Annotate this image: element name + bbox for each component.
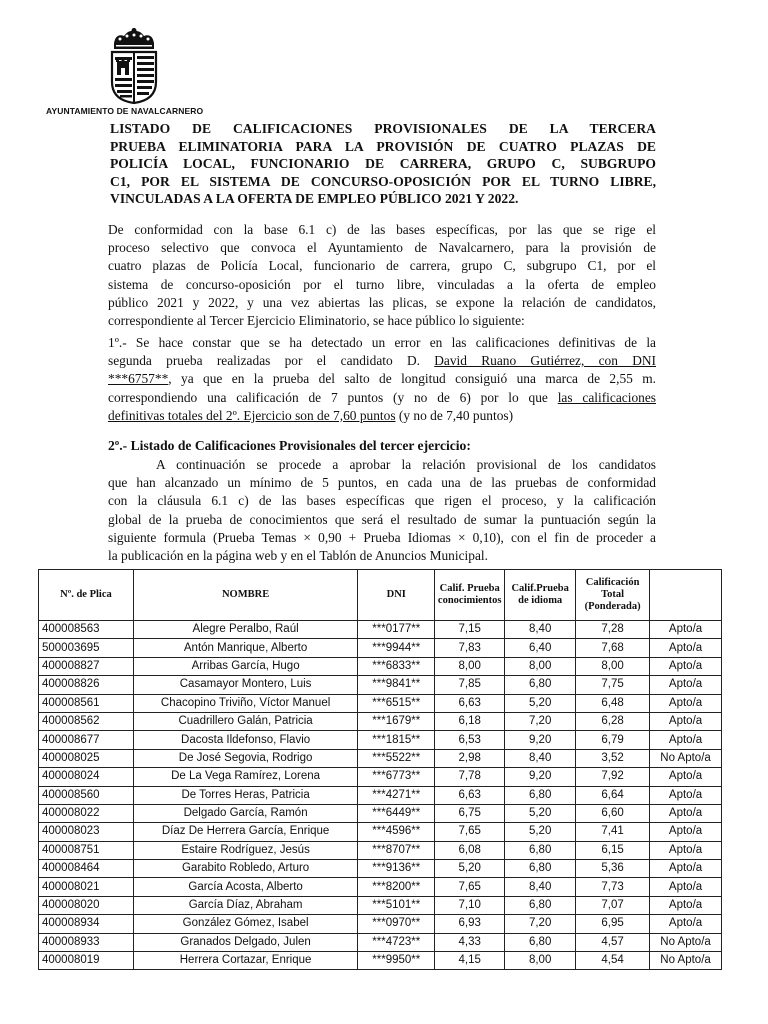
dni-cell: ***4596** [358,823,435,841]
plica-cell: 400008019 [39,952,134,970]
underlined-text: las calificaciones [557,389,657,405]
dni-cell: ***4271** [358,786,435,804]
result-cell: Apto/a [650,915,722,933]
table-row [39,786,722,804]
knowledge-score-cell: 6,53 [435,731,505,749]
total-score-cell: 3,52 [576,749,650,767]
title-line: LISTADO DE CALIFICACIONES PROVISIONALES DE LA TERCERA [110,121,656,136]
table-row [39,915,722,933]
name-cell: Arribas García, Hugo [133,657,357,675]
total-score-cell: 6,28 [576,712,650,730]
language-score-cell: 6,80 [505,896,576,914]
language-score-cell: 8,40 [505,878,576,896]
result-cell: Apto/a [650,896,722,914]
result-cell: No Apto/a [650,749,722,767]
total-score-cell: 6,60 [576,804,650,822]
name-cell: De José Segovia, Rodrigo [133,749,357,767]
result-cell: Apto/a [650,841,722,859]
knowledge-score-cell: 6,63 [435,786,505,804]
knowledge-score-cell: 2,98 [435,749,505,767]
name-cell: De Torres Heras, Patricia [133,786,357,804]
result-cell: No Apto/a [650,952,722,970]
total-score-cell: 7,73 [576,878,650,896]
dni-cell: ***1815** [358,731,435,749]
name-cell: Granados Delgado, Julen [133,933,357,951]
language-score-cell: 7,20 [505,712,576,730]
result-cell: Apto/a [650,676,722,694]
paragraph-line: ***6757**, ya que en la prueba del salto de longitud consiguió una marca de 2,55 m. [108,371,656,387]
plica-cell: 400008464 [39,860,134,878]
plica-cell: 400008677 [39,731,134,749]
language-score-cell: 8,00 [505,657,576,675]
organization-name: AYUNTAMIENTO DE NAVALCARNERO [46,106,204,116]
intro-paragraph [108,221,656,330]
paragraph-line: 1º.- Se hace constar que se ha detectado un error en las calificaciones definitivas de la [108,335,656,350]
table-row [39,933,722,951]
result-cell: No Apto/a [650,933,722,951]
name-cell: García Díaz, Abraham [133,896,357,914]
knowledge-score-cell: 8,00 [435,657,505,675]
knowledge-score-cell: 7,65 [435,823,505,841]
paragraph-line: correspondiendo una calificación de 7 puntos (y no de 6) por lo que las calificaciones [108,389,657,405]
table-row [39,768,722,786]
plica-cell: 400008023 [39,823,134,841]
paragraph-line: que han alcanzado un mínimo de 5 puntos, en cada una de las pruebas de conformidad [108,475,656,491]
total-score-cell: 6,48 [576,694,650,712]
dni-cell: ***1679** [358,712,435,730]
paragraph-line: De conformidad con la base 6.1 c) de las bases específicas, por las que se rige el [108,222,656,237]
language-score-cell: 6,80 [505,676,576,694]
section-paragraph [108,456,656,565]
result-cell: Apto/a [650,694,722,712]
language-score-cell: 9,20 [505,731,576,749]
column-header-dni: DNI [358,570,435,621]
knowledge-score-cell: 5,20 [435,860,505,878]
paragraph-line: global de la prueba de conocimientos que será el resultado de sumar la puntuación según la [108,511,656,527]
dni-cell: ***6449** [358,804,435,822]
result-cell: Apto/a [650,823,722,841]
language-score-cell: 9,20 [505,768,576,786]
result-cell: Apto/a [650,768,722,786]
table-row [39,952,722,970]
municipal-coat-of-arms-icon [106,28,162,104]
plica-cell: 400008561 [39,694,134,712]
language-score-cell: 6,80 [505,786,576,804]
dni-cell: ***9841** [358,676,435,694]
dni-cell: ***9944** [358,639,435,657]
language-score-cell: 5,20 [505,823,576,841]
plica-cell: 400008751 [39,841,134,859]
name-cell: De La Vega Ramírez, Lorena [133,768,357,786]
table-row [39,676,722,694]
total-score-cell: 6,15 [576,841,650,859]
name-cell: Estaire Rodríguez, Jesús [133,841,357,859]
total-score-cell: 7,28 [576,621,650,639]
plica-cell: 400008560 [39,786,134,804]
name-cell: Casamayor Montero, Luis [133,676,357,694]
paragraph-line: público 2021 y 2022, y una vez abiertas las plicas, se expone la relación de candidatos, [108,294,656,310]
total-score-cell: 7,68 [576,639,650,657]
result-cell: Apto/a [650,639,722,657]
column-header-total: Calificación Total (Ponderada) [576,570,650,621]
table-header-row [39,570,722,621]
knowledge-score-cell: 4,15 [435,952,505,970]
knowledge-score-cell: 7,15 [435,621,505,639]
section-heading: 2º.- Listado de Calificaciones Provisionales del tercer ejercicio: [108,438,471,453]
paragraph-line: definitivas totales del 2º. Ejercicio son de 7,60 puntos (y no de 7,40 puntos) [108,407,514,423]
paragraph-line: correspondiente al Tercer Ejercicio Eliminatorio, se hace público lo siguiente: [108,313,525,329]
plica-cell: 400008563 [39,621,134,639]
plica-cell: 400008562 [39,712,134,730]
language-score-cell: 7,20 [505,915,576,933]
table-row [39,878,722,896]
title-line: POLICÍA LOCAL, FUNCIONARIO DE CARRERA, GRUPO C, SUBGRUPO [110,156,656,172]
dni-cell: ***9950** [358,952,435,970]
knowledge-score-cell: 7,83 [435,639,505,657]
title-line: VINCULADAS A LA OFERTA DE EMPLEO PÚBLICO 2021 Y 2022. [110,191,519,207]
paragraph-line: cuatro plazas de Policía Local, funcionario de carrera, grupo C, subgrupo C1, por el [108,258,656,274]
column-header-knowledge: Calif. Prueba conocimientos [435,570,505,621]
result-cell: Apto/a [650,860,722,878]
plica-cell: 500003695 [39,639,134,657]
result-cell: Apto/a [650,786,722,804]
underlined-text: definitivas totales del 2º. Ejercicio son de 7,60 puntos [108,407,396,423]
total-score-cell: 4,57 [576,933,650,951]
name-cell: Díaz De Herrera García, Enrique [133,823,357,841]
language-score-cell: 5,20 [505,694,576,712]
table-row [39,657,722,675]
dni-cell: ***6833** [358,657,435,675]
total-score-cell: 5,36 [576,860,650,878]
table-row [39,804,722,822]
language-score-cell: 8,40 [505,749,576,767]
name-cell: Chacopino Triviño, Víctor Manuel [133,694,357,712]
dni-cell: ***0970** [358,915,435,933]
knowledge-score-cell: 6,18 [435,712,505,730]
table-row [39,639,722,657]
language-score-cell: 6,40 [505,639,576,657]
plica-cell: 400008021 [39,878,134,896]
table-row [39,712,722,730]
name-cell: Garabito Robledo, Arturo [133,860,357,878]
language-score-cell: 8,00 [505,952,576,970]
underlined-text: ***6757** [108,371,169,387]
dni-cell: ***4723** [358,933,435,951]
knowledge-score-cell: 7,78 [435,768,505,786]
knowledge-score-cell: 6,63 [435,694,505,712]
dni-cell: ***6773** [358,768,435,786]
result-cell: Apto/a [650,712,722,730]
correction-note [108,334,656,425]
name-cell: Herrera Cortazar, Enrique [133,952,357,970]
plica-cell: 400008024 [39,768,134,786]
knowledge-score-cell: 6,75 [435,804,505,822]
table-row [39,841,722,859]
table-row [39,731,722,749]
language-score-cell: 6,80 [505,933,576,951]
plica-cell: 400008022 [39,804,134,822]
knowledge-score-cell: 6,08 [435,841,505,859]
name-cell: Cuadrillero Galán, Patricia [133,712,357,730]
knowledge-score-cell: 7,85 [435,676,505,694]
name-cell: Delgado García, Ramón [133,804,357,822]
dni-cell: ***5522** [358,749,435,767]
total-score-cell: 8,00 [576,657,650,675]
language-score-cell: 6,80 [505,841,576,859]
knowledge-score-cell: 6,93 [435,915,505,933]
paragraph-line: con la cláusula 6.1 c) de las bases específicas que rigen el proceso, y la calificación [108,493,656,509]
result-cell: Apto/a [650,804,722,822]
language-score-cell: 5,20 [505,804,576,822]
table-row [39,621,722,639]
grades-table-body [39,621,722,970]
column-header-result [650,570,722,621]
name-cell: González Gómez, Isabel [133,915,357,933]
dni-cell: ***5101** [358,896,435,914]
name-cell: Dacosta Ildefonso, Flavio [133,731,357,749]
column-header-name: NOMBRE [133,570,357,621]
total-score-cell: 7,07 [576,896,650,914]
dni-cell: ***6515** [358,694,435,712]
column-header-language: Calif.Prueba de idioma [505,570,576,621]
plica-cell: 400008934 [39,915,134,933]
total-score-cell: 6,64 [576,786,650,804]
plica-cell: 400008933 [39,933,134,951]
result-cell: Apto/a [650,731,722,749]
plica-cell: 400008020 [39,896,134,914]
plica-cell: 400008826 [39,676,134,694]
table-row [39,749,722,767]
language-score-cell: 8,40 [505,621,576,639]
column-header-plica: Nº. de Plica [39,570,134,621]
table-row [39,823,722,841]
paragraph-line: la publicación en la página web y en el Tablón de Anuncios Municipal. [108,548,488,564]
dni-cell: ***0177** [358,621,435,639]
title-line: C1, POR EL SISTEMA DE CONCURSO-OPOSICIÓN POR EL TURNO LIBRE, [110,173,656,189]
result-cell: Apto/a [650,657,722,675]
document-title [110,120,656,208]
paragraph-line: proceso selectivo que convoca el Ayuntamiento de Navalcarnero, para la provisión de [108,240,656,256]
underlined-text: David Ruano Gutiérrez, con DNI [434,353,656,369]
total-score-cell: 4,54 [576,952,650,970]
dni-cell: ***9136** [358,860,435,878]
plica-cell: 400008025 [39,749,134,767]
total-score-cell: 6,79 [576,731,650,749]
paragraph-line: sistema de concurso-oposición por el turno libre, vinculadas a la oferta de empleo [108,276,656,292]
name-cell: Antón Manrique, Alberto [133,639,357,657]
result-cell: Apto/a [650,621,722,639]
table-row [39,694,722,712]
name-cell: Alegre Peralbo, Raúl [133,621,357,639]
dni-cell: ***8200** [358,878,435,896]
total-score-cell: 7,41 [576,823,650,841]
language-score-cell: 6,80 [505,860,576,878]
result-cell: Apto/a [650,878,722,896]
knowledge-score-cell: 7,65 [435,878,505,896]
plica-cell: 400008827 [39,657,134,675]
paragraph-line: siguiente formula (Prueba Temas × 0,90 + Prueba Idiomas × 0,10), con el fin de proceder a [108,529,656,545]
dni-cell: ***8707** [358,841,435,859]
knowledge-score-cell: 7,10 [435,896,505,914]
paragraph-line: A continuación se procede a aprobar la relación provisional de los candidatos [156,457,656,472]
total-score-cell: 7,75 [576,676,650,694]
title-line: PRUEBA ELIMINATORIA PARA LA PROVISIÓN DE CUATRO PLAZAS DE [110,138,656,154]
knowledge-score-cell: 4,33 [435,933,505,951]
table-row [39,896,722,914]
grades-table [38,569,722,970]
total-score-cell: 6,95 [576,915,650,933]
paragraph-line: segunda prueba realizadas por el candidato D. David Ruano Gutiérrez, con DNI [108,353,656,369]
name-cell: García Acosta, Alberto [133,878,357,896]
total-score-cell: 7,92 [576,768,650,786]
table-row [39,860,722,878]
